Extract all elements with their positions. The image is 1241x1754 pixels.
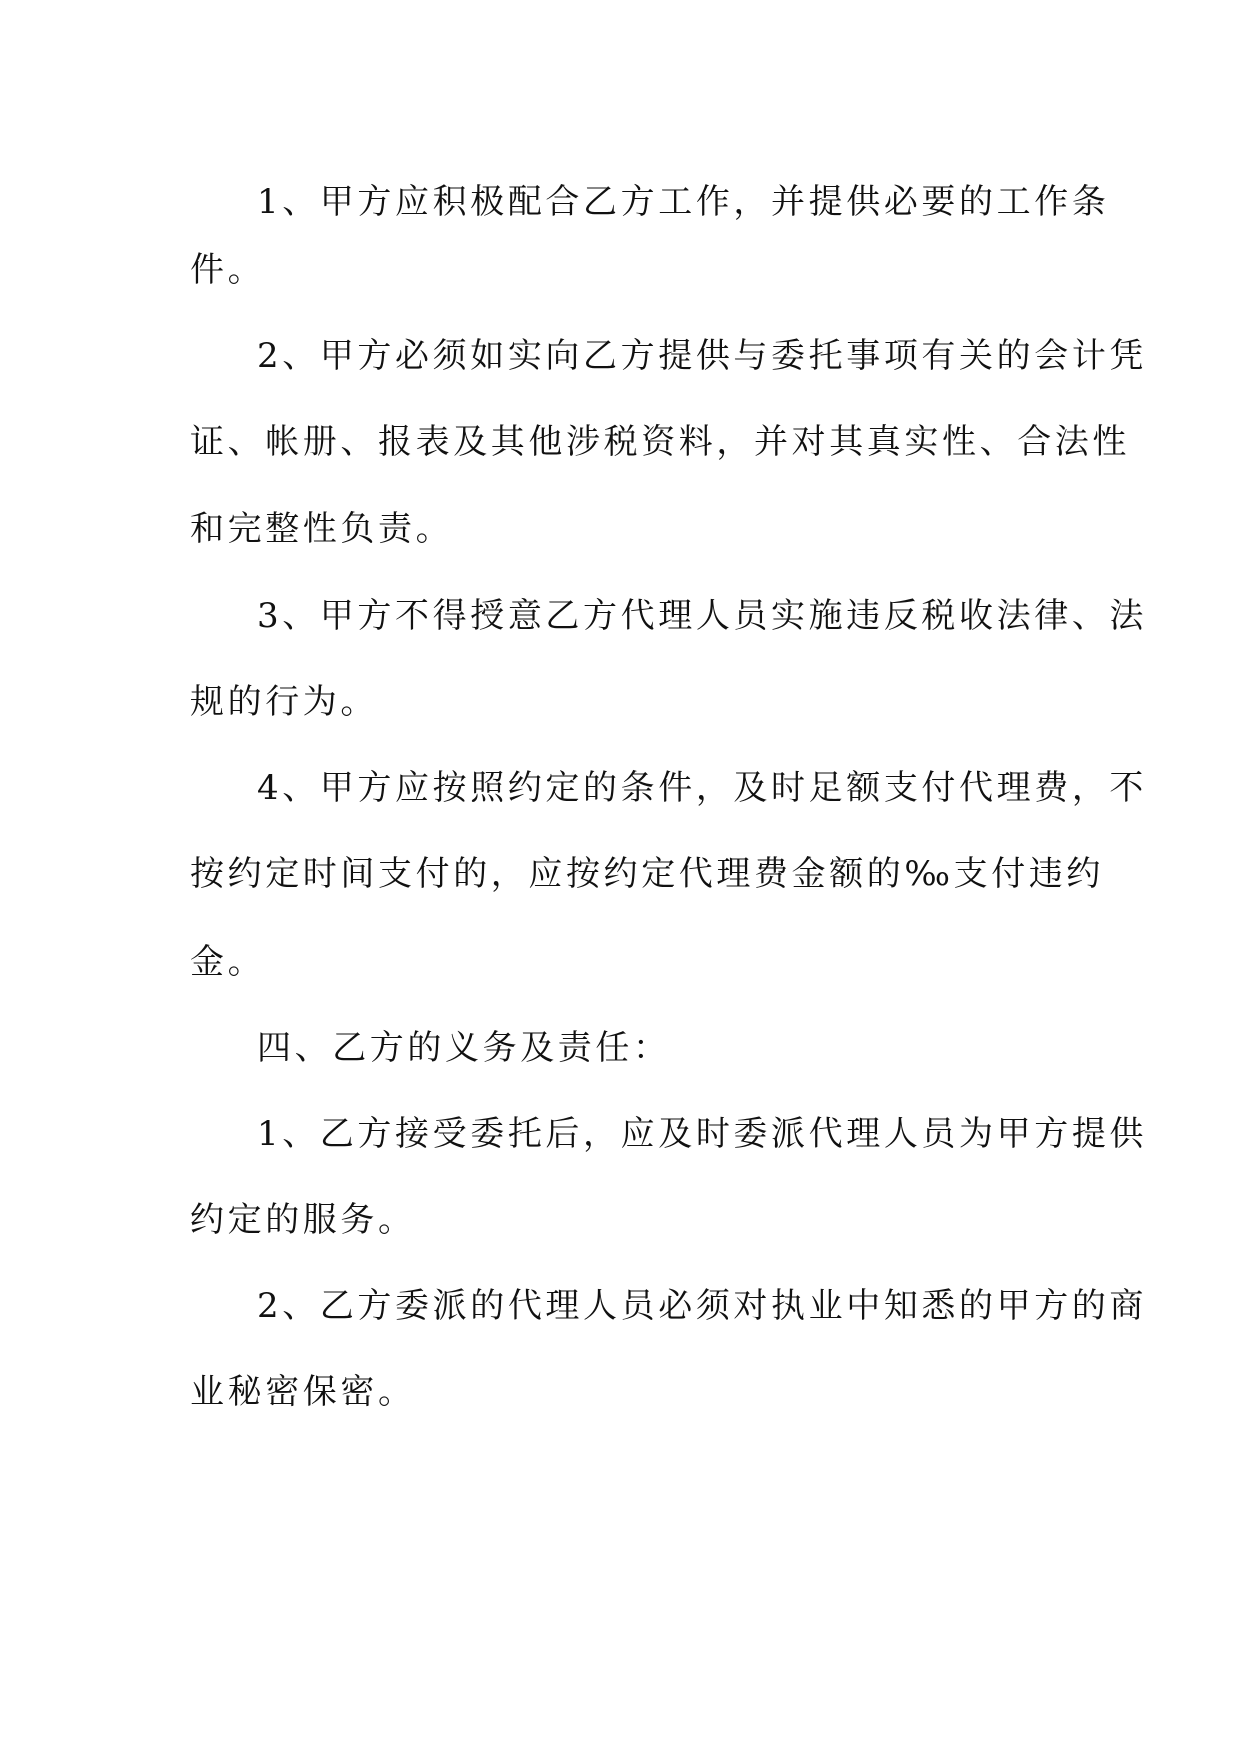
- text-line: 1、乙方接受委托后，应及时委派代理人员为甲方提供: [257, 1114, 1148, 1154]
- text-line: 1、甲方应积极配合乙方工作，并提供必要的工作条: [257, 182, 1110, 222]
- text-line: 3、甲方不得授意乙方代理人员实施违反税收法律、法: [257, 596, 1148, 636]
- text-line: 金。: [190, 942, 266, 982]
- text-line: 证、帐册、报表及其他涉税资料，并对其真实性、合法性: [190, 422, 1130, 462]
- text-line: 业秘密保密。: [190, 1372, 416, 1412]
- text-line: 约定的服务。: [190, 1200, 416, 1240]
- text-line: 2、乙方委派的代理人员必须对执业中知悉的甲方的商: [257, 1286, 1148, 1326]
- text-line: 件。: [190, 250, 266, 290]
- text-line: 和完整性负责。: [190, 509, 454, 549]
- text-line: 2、甲方必须如实向乙方提供与委托事项有关的会计凭: [257, 336, 1148, 376]
- text-line: 4、甲方应按照约定的条件，及时足额支付代理费，不: [257, 768, 1148, 808]
- section-heading: 四、乙方的义务及责任：: [257, 1028, 671, 1068]
- text-line: 按约定时间支付的，应按约定代理费金额的‰支付违约: [190, 854, 1105, 894]
- text-line: 规的行为。: [190, 682, 378, 722]
